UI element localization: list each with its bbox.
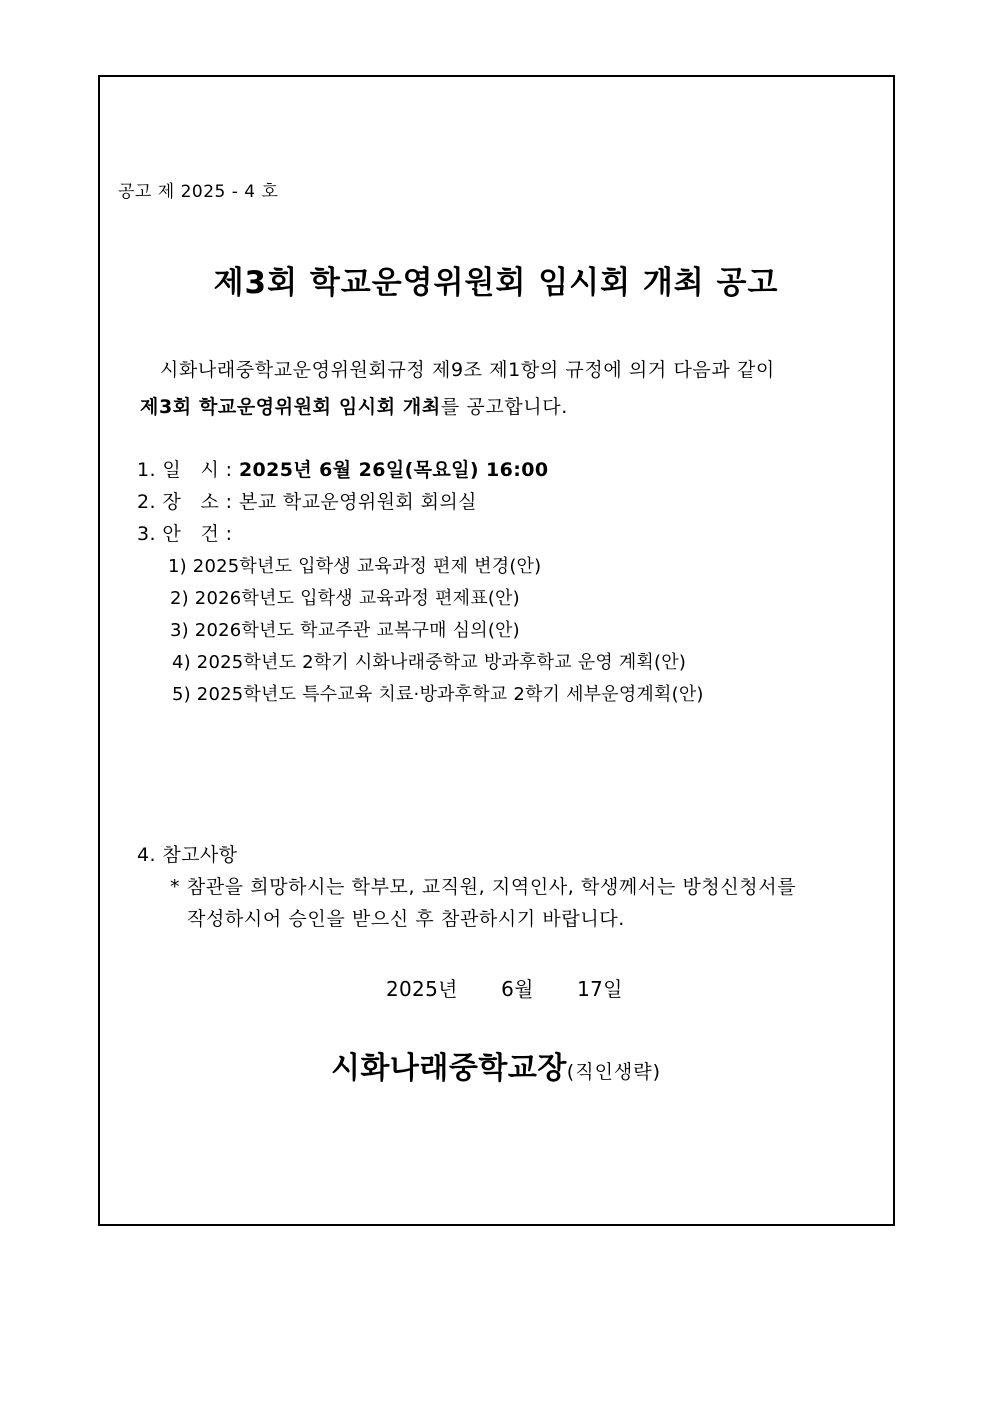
notice-date xyxy=(386,979,623,999)
item-datetime xyxy=(137,461,549,480)
agenda-item: 5) 2025학년도 특수교육 치료·방과후학교 2학기 세부운영계획(안) xyxy=(172,684,704,705)
item-agenda xyxy=(137,525,232,544)
agenda-item: 1) 2025학년도 입학생 교육과정 편제 변경(안) xyxy=(168,556,542,577)
notice-number: 공고 제 2025 - 4 호 xyxy=(118,182,279,202)
intro-bold-text: 제3회 학교운영위원회 임시회 개최 xyxy=(140,396,441,418)
item-number: 1. xyxy=(137,459,156,481)
reference-line-2: 작성하시어 승인을 받으신 후 참관하시기 바랍니다. xyxy=(187,908,625,930)
intro-line-1: 시화나래중학교운영위원회규정 제9조 제1항의 규정에 의거 다음과 같이 xyxy=(160,359,775,381)
item-label: 안 건 xyxy=(162,523,220,545)
reference-line-1: * 참관을 희망하시는 학부모, 교직원, 지역인사, 학생께서는 방청신청서를 xyxy=(170,876,797,898)
item-label: 장 소 xyxy=(162,491,220,513)
agenda-item: 2) 2026학년도 입학생 교육과정 편제표(안) xyxy=(170,588,520,609)
document-title: 제3회 학교운영위원회 임시회 개최 공고 xyxy=(213,265,779,301)
item-number: 3. xyxy=(137,523,156,545)
item-value: 본교 학교운영위원회 회의실 xyxy=(238,491,477,513)
signature-block xyxy=(0,1051,992,1086)
signature-note: (직인생략) xyxy=(566,1061,662,1083)
signature-name: 시화나래중학교장 xyxy=(330,1051,567,1086)
item-number: 2. xyxy=(137,491,156,513)
date-month: 6월 xyxy=(501,977,534,1001)
date-year: 2025년 xyxy=(386,977,458,1001)
item-value: 2025년 6월 26일(목요일) 16:00 xyxy=(238,459,549,481)
item-separator: : xyxy=(225,523,233,545)
item-separator: : xyxy=(225,491,233,513)
item-place xyxy=(137,493,477,512)
item-separator: : xyxy=(225,459,233,481)
date-day: 17일 xyxy=(577,977,623,1001)
item-label: 일 시 xyxy=(162,459,220,481)
intro-line-2 xyxy=(140,398,568,417)
agenda-item: 4) 2025학년도 2학기 시화나래중학교 방과후학교 운영 계획(안) xyxy=(172,652,687,673)
agenda-item: 3) 2026학년도 학교주관 교복구매 심의(안) xyxy=(170,620,520,641)
intro-rest-text: 를 공고합니다. xyxy=(440,396,568,418)
reference-heading: 4. 참고사항 xyxy=(137,844,238,866)
